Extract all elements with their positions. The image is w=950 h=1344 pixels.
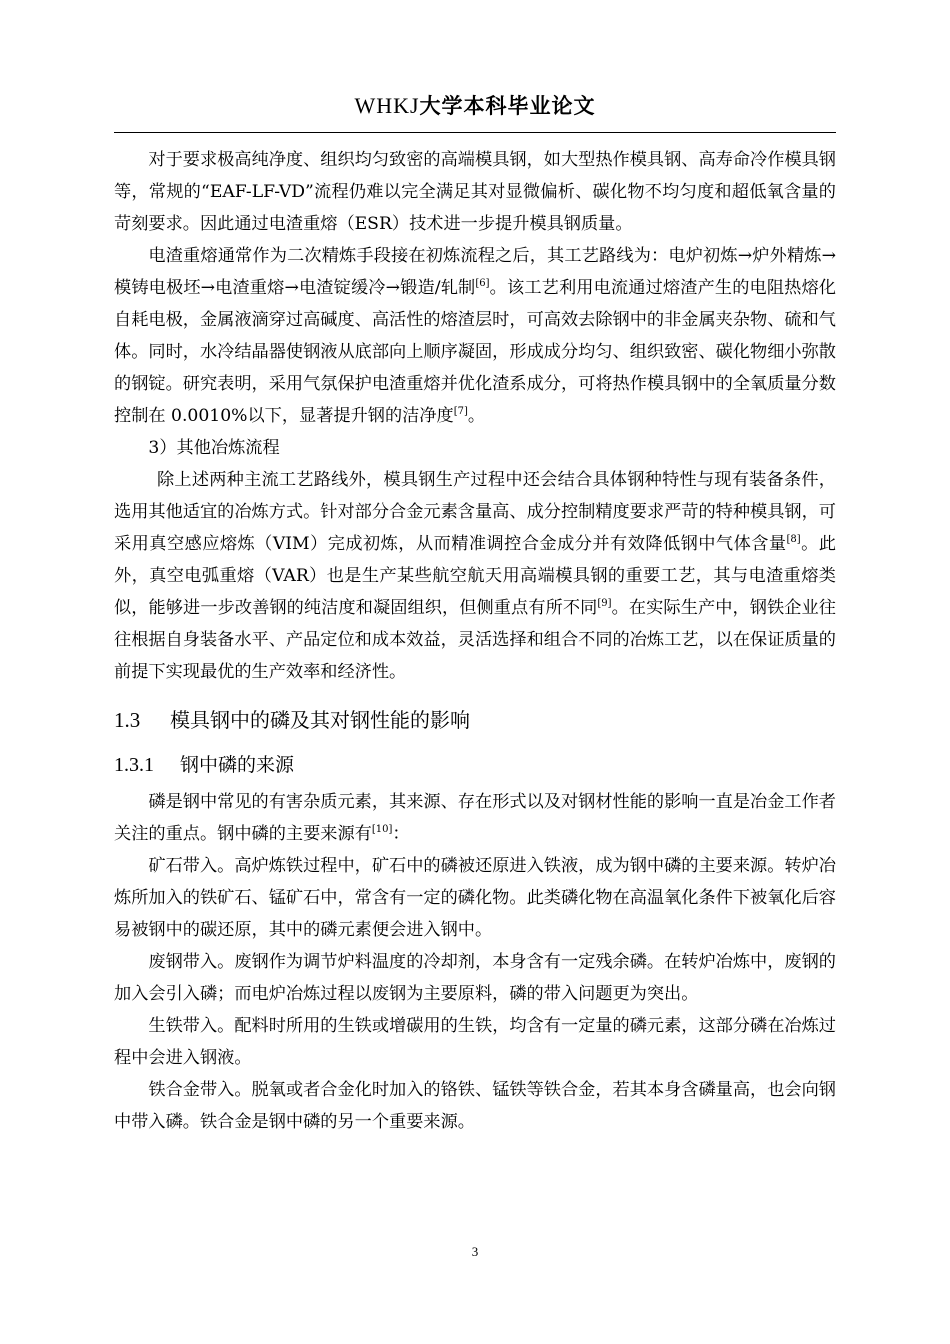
- paragraph-ferroalloy-source: 铁合金带入。脱氧或者合金化时加入的铬铁、锰铁等铁合金，若其本身含磷量高，也会向钢中带入磷。铁合金是钢中磷的另一个重要来源。: [114, 1080, 836, 1132]
- text-run: 电渣重熔通常作为二次精炼手段接在初炼流程之后，其工艺路线为：电炉初炼→炉外精炼→模铸电极坯→电渣重熔→电渣锭缓冷→锻造/轧制: [114, 246, 836, 298]
- paragraph-esr-intro: 对于要求极高纯净度、组织均匀致密的高端模具钢，如大型热作模具钢、高寿命冷作模具钢等，常规的“EAF-LF-VD”流程仍难以完全满足其对显微偏析、碳化物不均匀度和超低氧含量的苛刻要求。因此通过电渣重熔（ESR）技术进一步提升模具钢质量。: [114, 150, 836, 234]
- text-run: 。该工艺利用电流通过熔渣产生的电阻热熔化自耗电极，金属液滴穿过高碱度、高活性的熔渣层时，可高效去除钢中的非金属夹杂物、硫和气体。同时，水冷结晶器使钢液从底部向上顺序凝固，形成成分均匀、组织致密、碳化物细小弥散的钢锭。研究表明，采用气氛保护电渣重熔并优化渣系成分，可将热作模具钢中的全氧质量分数控制在 0.0010%以下，显著提升钢的洁净度: [114, 278, 836, 426]
- page-number: 3: [471, 1244, 479, 1259]
- header-rule: [114, 132, 836, 133]
- text-run: 。在实际生产中，钢铁企业往往根据自身装备水平、产品定位和成本效益，灵活选择和组合不同的冶炼工艺，以在保证质量的前提下实现最优的生产效率和经济性。: [114, 598, 836, 682]
- citation: [10]: [371, 824, 393, 835]
- list-label-other-processes: 3）其他冶炼流程: [148, 438, 280, 458]
- citation: [7]: [453, 406, 468, 417]
- citation: [9]: [597, 598, 612, 609]
- body-text: [114, 144, 836, 1138]
- subsection-title: 钢中磷的来源: [180, 754, 295, 776]
- subsection-number: 1.3.1: [114, 754, 154, 776]
- text-run: 除上述两种主流工艺路线外，模具钢生产过程中还会结合具体钢种特性与现有装备条件，选用其他适宜的冶炼方式。针对部分合金元素含量高、成分控制精度要求严苛的特种模具钢，可采用真空感应熔炼（VIM）完成初炼，从而精准调控合金成分并有效降低钢中气体含量: [114, 470, 836, 554]
- text-run: ：: [392, 824, 410, 844]
- paragraph-phosphorus-intro: [114, 786, 836, 850]
- paragraph-esr-route: [114, 240, 836, 432]
- text-run: 磷是钢中常见的有害杂质元素，其来源、存在形式以及对钢材性能的影响一直是冶金工作者关注的重点。钢中磷的主要来源有: [114, 792, 836, 844]
- citation: [8]: [786, 534, 801, 545]
- paragraph-other-processes: [114, 464, 836, 688]
- text-run: 。: [467, 406, 486, 426]
- subsection-heading: [114, 748, 836, 782]
- paragraph-ore-source: 矿石带入。高炉炼铁过程中，矿石中的磷被还原进入铁液，成为钢中磷的主要来源。转炉冶炼所加入的铁矿石、锰矿石中，常含有一定的磷化物。此类磷化物在高温氧化条件下被氧化后容易被钢中的碳还原，其中的磷元素便会进入钢中。: [114, 856, 836, 940]
- running-header: [114, 90, 836, 120]
- section-heading: [114, 698, 836, 742]
- section-title: 模具钢中的磷及其对钢性能的影响: [170, 708, 470, 732]
- section-number: 1.3: [114, 708, 141, 732]
- citation: [6]: [475, 278, 490, 289]
- header-title: 大学本科毕业论文: [419, 94, 596, 118]
- header-latin: WHKJ: [354, 93, 420, 118]
- text-run: 。此外，真空电弧重熔（VAR）也是生产某些航空航天用高端模具钢的重要工艺，其与电渣重熔类似，能够进一步改善钢的纯洁度和凝固组织，但侧重点有所不同: [114, 534, 836, 618]
- paragraph-scrap-source: 废钢带入。废钢作为调节炉料温度的冷却剂，本身含有一定残余磷。在转炉冶炼中，废钢的加入会引入磷；而电炉冶炼过程以废钢为主要原料，磷的带入问题更为突出。: [114, 952, 836, 1004]
- paragraph-pig-iron-source: 生铁带入。配料时所用的生铁或增碳用的生铁，均含有一定量的磷元素，这部分磷在冶炼过程中会进入钢液。: [114, 1016, 836, 1068]
